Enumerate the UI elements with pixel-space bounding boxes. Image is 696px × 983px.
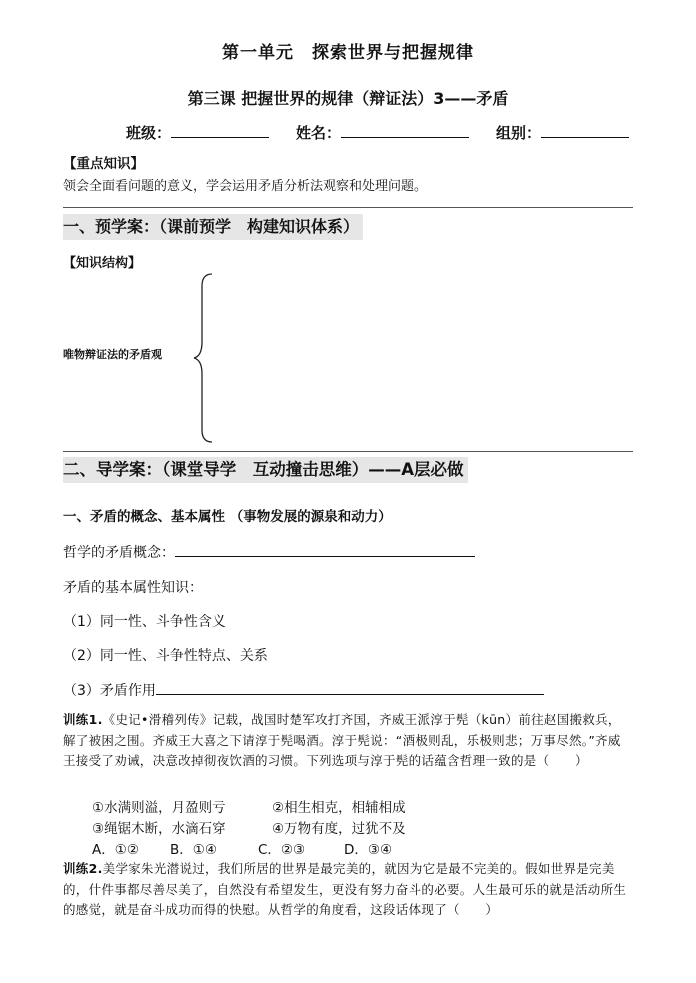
exercise-2-text: 美学家朱光潜说过，我们所居的世界是最完美的，就因为它是最不完美的。假如世界是完美的，什件事都尽善尽美了，自然没有希望发生，更没有努力奋斗的必要。人生最可乐的就是活动所生的感觉，就是奋斗成功而得的快慰。从哲学的角度看，这段话体现了（ ） bbox=[63, 861, 627, 917]
exercise-2 bbox=[63, 859, 633, 921]
name-field bbox=[296, 122, 469, 143]
divider bbox=[63, 207, 633, 208]
exercise-1-option[interactable]: ②相生相克，相辅相成 bbox=[272, 800, 406, 816]
exercise-1-option[interactable]: ④万物有度，过犹不及 bbox=[272, 821, 406, 837]
attribute-item-2: （2）同一性、斗争性特点、关系 bbox=[63, 648, 268, 664]
concept-label: 哲学的矛盾概念： bbox=[63, 545, 175, 561]
class-blank[interactable] bbox=[171, 122, 269, 138]
key-knowledge-heading: 【重点知识】 bbox=[63, 156, 144, 172]
group-blank[interactable] bbox=[541, 122, 629, 138]
knowledge-structure-label: 【知识结构】 bbox=[63, 256, 142, 271]
page-title: 第一单元 探索世界与把握规律 bbox=[222, 43, 474, 63]
section2-subheading: 一、矛盾的概念、基本属性 （事物发展的源泉和动力） bbox=[63, 509, 392, 525]
exercise-1-text: 《史记•滑稽列传》记载，战国时楚军攻打齐国，齐威王派淳于髡（kūn）前往赵国搬救兵，解了被困之围。齐威王大喜之下请淳于髡喝酒。淳于髡说：“酒极则乱，乐极则悲；万事尽然。”齐威王接受了劝诫，决意改掉彻夜饮酒的习惯。下列选项与淳于髡的话蕴含哲理一致的是（ ） bbox=[63, 712, 621, 768]
exercise-1 bbox=[63, 710, 633, 772]
exercise-1-choice-a[interactable]: A．①② bbox=[92, 842, 139, 858]
concept-field bbox=[63, 541, 475, 562]
group-field bbox=[496, 122, 629, 143]
class-field bbox=[126, 122, 269, 143]
attribute-label: 矛盾的基本属性知识： bbox=[63, 580, 203, 596]
lesson-subtitle: 第三课 把握世界的规律（辩证法）3——矛盾 bbox=[187, 89, 509, 108]
brace-label: 唯物辩证法的矛盾观 bbox=[63, 348, 162, 361]
group-label: 组别： bbox=[496, 124, 542, 142]
curly-brace-icon bbox=[192, 272, 216, 444]
attribute-item-1: （1）同一性、斗争性含义 bbox=[63, 614, 226, 630]
section2-heading: 二、导学案：（课堂导学 互动撞击思维）——A层必做 bbox=[63, 457, 468, 483]
exercise-2-label: 训练2. bbox=[63, 861, 103, 876]
role-blank[interactable] bbox=[156, 679, 544, 695]
exercise-1-choice-b[interactable]: B．①④ bbox=[170, 842, 217, 858]
exercise-1-choice-c[interactable]: C．②③ bbox=[258, 842, 306, 858]
concept-blank[interactable] bbox=[175, 541, 475, 557]
key-knowledge-text: 领会全面看问题的意义，学会运用矛盾分析法观察和处理问题。 bbox=[63, 179, 428, 194]
class-label: 班级： bbox=[126, 124, 172, 142]
exercise-1-choice-d[interactable]: D．③④ bbox=[344, 842, 393, 858]
attribute-item-3-field bbox=[63, 679, 544, 700]
exercise-1-option[interactable]: ①水满则溢，月盈则亏 bbox=[92, 800, 226, 816]
attribute-item-3: （3）矛盾作用 bbox=[63, 683, 156, 699]
exercise-1-option[interactable]: ③绳锯木断，水滴石穿 bbox=[92, 821, 226, 837]
section1-heading: 一、预学案：（课前预学 构建知识体系） bbox=[63, 214, 363, 240]
name-label: 姓名： bbox=[296, 124, 342, 142]
divider bbox=[63, 451, 633, 452]
exercise-1-label: 训练1. bbox=[63, 712, 103, 727]
name-blank[interactable] bbox=[341, 122, 469, 138]
